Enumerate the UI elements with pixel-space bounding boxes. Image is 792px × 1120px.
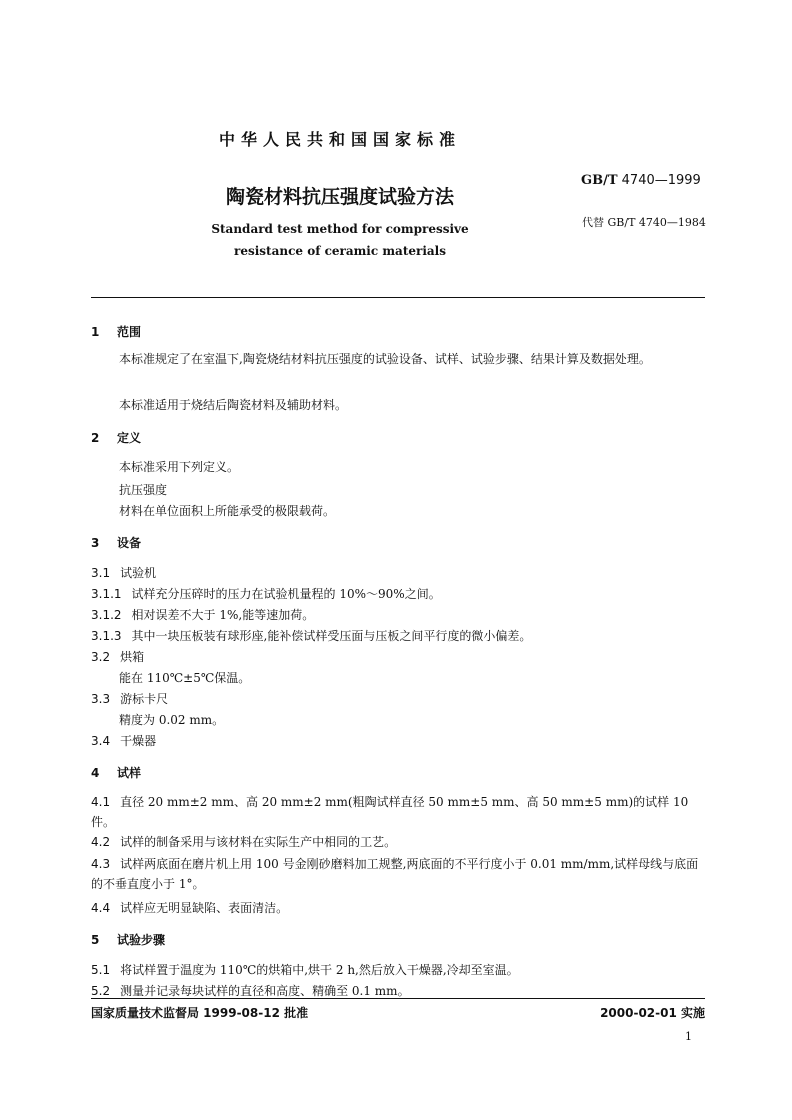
clause-3-1 xyxy=(91,564,156,581)
clause-number: 4.1 xyxy=(91,795,111,809)
document-title-en-line2: resistance of ceramic materials xyxy=(234,244,446,258)
document-title-cn: 陶瓷材料抗压强度试验方法 xyxy=(225,186,454,208)
standard-number-value: 4740—1999 xyxy=(621,173,701,188)
clause-text: 试验机 xyxy=(120,566,157,580)
replaces-standard: 代替 GB/T 4740—1984 xyxy=(582,216,706,229)
clause-number: 4.2 xyxy=(91,835,111,849)
section-title: 定义 xyxy=(117,431,142,445)
clause-number: 5.2 xyxy=(91,984,111,998)
section-number: 5 xyxy=(91,933,100,947)
clause-4-1 xyxy=(91,792,705,832)
effective-date: 2000-02-01 实施 xyxy=(600,1006,705,1020)
clause-4-2 xyxy=(91,833,396,850)
term-name: 抗压强度 xyxy=(119,483,168,497)
section-title: 范围 xyxy=(117,325,142,339)
clause-number: 5.1 xyxy=(91,963,111,977)
section-number: 1 xyxy=(91,325,100,339)
section-number: 2 xyxy=(91,431,100,445)
section-2-paragraph: 本标准采用下列定义。 xyxy=(119,460,240,474)
clause-number: 3.1.1 xyxy=(91,587,122,601)
section-5-heading xyxy=(91,931,165,948)
clause-text: 烘箱 xyxy=(120,650,145,664)
section-1-heading xyxy=(91,323,141,340)
clause-number: 3.4 xyxy=(91,734,111,748)
clause-3-1-2 xyxy=(91,606,314,623)
clause-number: 3.3 xyxy=(91,692,111,706)
clause-5-2 xyxy=(91,982,410,999)
clause-text: 游标卡尺 xyxy=(120,692,169,706)
clause-3-1-1 xyxy=(91,585,441,602)
clause-4-3 xyxy=(91,854,705,894)
clause-5-1 xyxy=(91,961,519,978)
clause-text: 试样两底面在磨片机上用 100 号金刚砂磨料加工规整,两底面的不平行度小于 0.01 mm/mm,试样母线与底面的不垂直度小于 1°。 xyxy=(91,857,699,891)
document-title-en-line1: Standard test method for compressive xyxy=(211,222,469,236)
section-title: 设备 xyxy=(117,536,142,550)
clause-4-4 xyxy=(91,899,288,916)
clause-number: 3.2 xyxy=(91,650,111,664)
term-definition: 材料在单位面积上所能承受的极限载荷。 xyxy=(119,504,336,518)
section-2-heading xyxy=(91,429,141,446)
clause-number: 3.1 xyxy=(91,566,111,580)
standard-code: GB/T xyxy=(581,173,618,188)
section-3-heading xyxy=(91,534,141,551)
page-number: 1 xyxy=(685,1030,692,1043)
clause-text: 试样应无明显缺陷、表面清洁。 xyxy=(120,901,289,915)
clause-number: 3.1.3 xyxy=(91,629,122,643)
clause-number: 4.4 xyxy=(91,901,111,915)
clause-3-3 xyxy=(91,690,168,707)
section-4-heading xyxy=(91,764,141,781)
clause-3-2 xyxy=(91,648,144,665)
section-1-paragraph-1: 本标准规定了在室温下,陶瓷烧结材料抗压强度的试验设备、试样、试验步骤、结果计算及数据处理。 xyxy=(119,352,651,366)
clause-3-1-3 xyxy=(91,627,531,644)
clause-text: 其中一块压板装有球形座,能补偿试样受压面与压板之间平行度的微小偏差。 xyxy=(131,629,532,643)
clause-3-2-detail: 能在 110℃±5℃保温。 xyxy=(119,671,251,685)
clause-text: 相对误差不大于 1%,能等速加荷。 xyxy=(131,608,315,622)
clause-text: 将试样置于温度为 110℃的烘箱中,烘干 2 h,然后放入干燥器,冷却至室温。 xyxy=(120,963,519,977)
section-title: 试验步骤 xyxy=(117,933,166,947)
national-standard-heading: 中华人民共和国国家标准 xyxy=(218,130,461,149)
section-title: 试样 xyxy=(117,766,142,780)
clause-text: 试样充分压碎时的压力在试验机量程的 10%～90%之间。 xyxy=(131,587,441,601)
clause-text: 直径 20 mm±2 mm、高 20 mm±2 mm(粗陶试样直径 50 mm±5 mm、高 50 mm±5 mm)的试样 10 件。 xyxy=(91,795,689,829)
footer-divider xyxy=(91,998,705,999)
header-divider xyxy=(91,297,705,298)
section-number: 3 xyxy=(91,536,100,550)
clause-3-4 xyxy=(91,732,156,749)
clause-number: 4.3 xyxy=(91,857,111,871)
clause-text: 测量并记录每块试样的直径和高度、精确至 0.1 mm。 xyxy=(120,984,410,998)
clause-text: 试样的制备采用与该材料在实际生产中相同的工艺。 xyxy=(120,835,397,849)
section-1-paragraph-2: 本标准适用于烧结后陶瓷材料及辅助材料。 xyxy=(119,398,348,412)
section-number: 4 xyxy=(91,766,100,780)
approval-date: 国家质量技术监督局 1999-08-12 批准 xyxy=(91,1006,309,1020)
clause-3-3-detail: 精度为 0.02 mm。 xyxy=(119,713,225,727)
clause-number: 3.1.2 xyxy=(91,608,122,622)
clause-text: 干燥器 xyxy=(120,734,157,748)
